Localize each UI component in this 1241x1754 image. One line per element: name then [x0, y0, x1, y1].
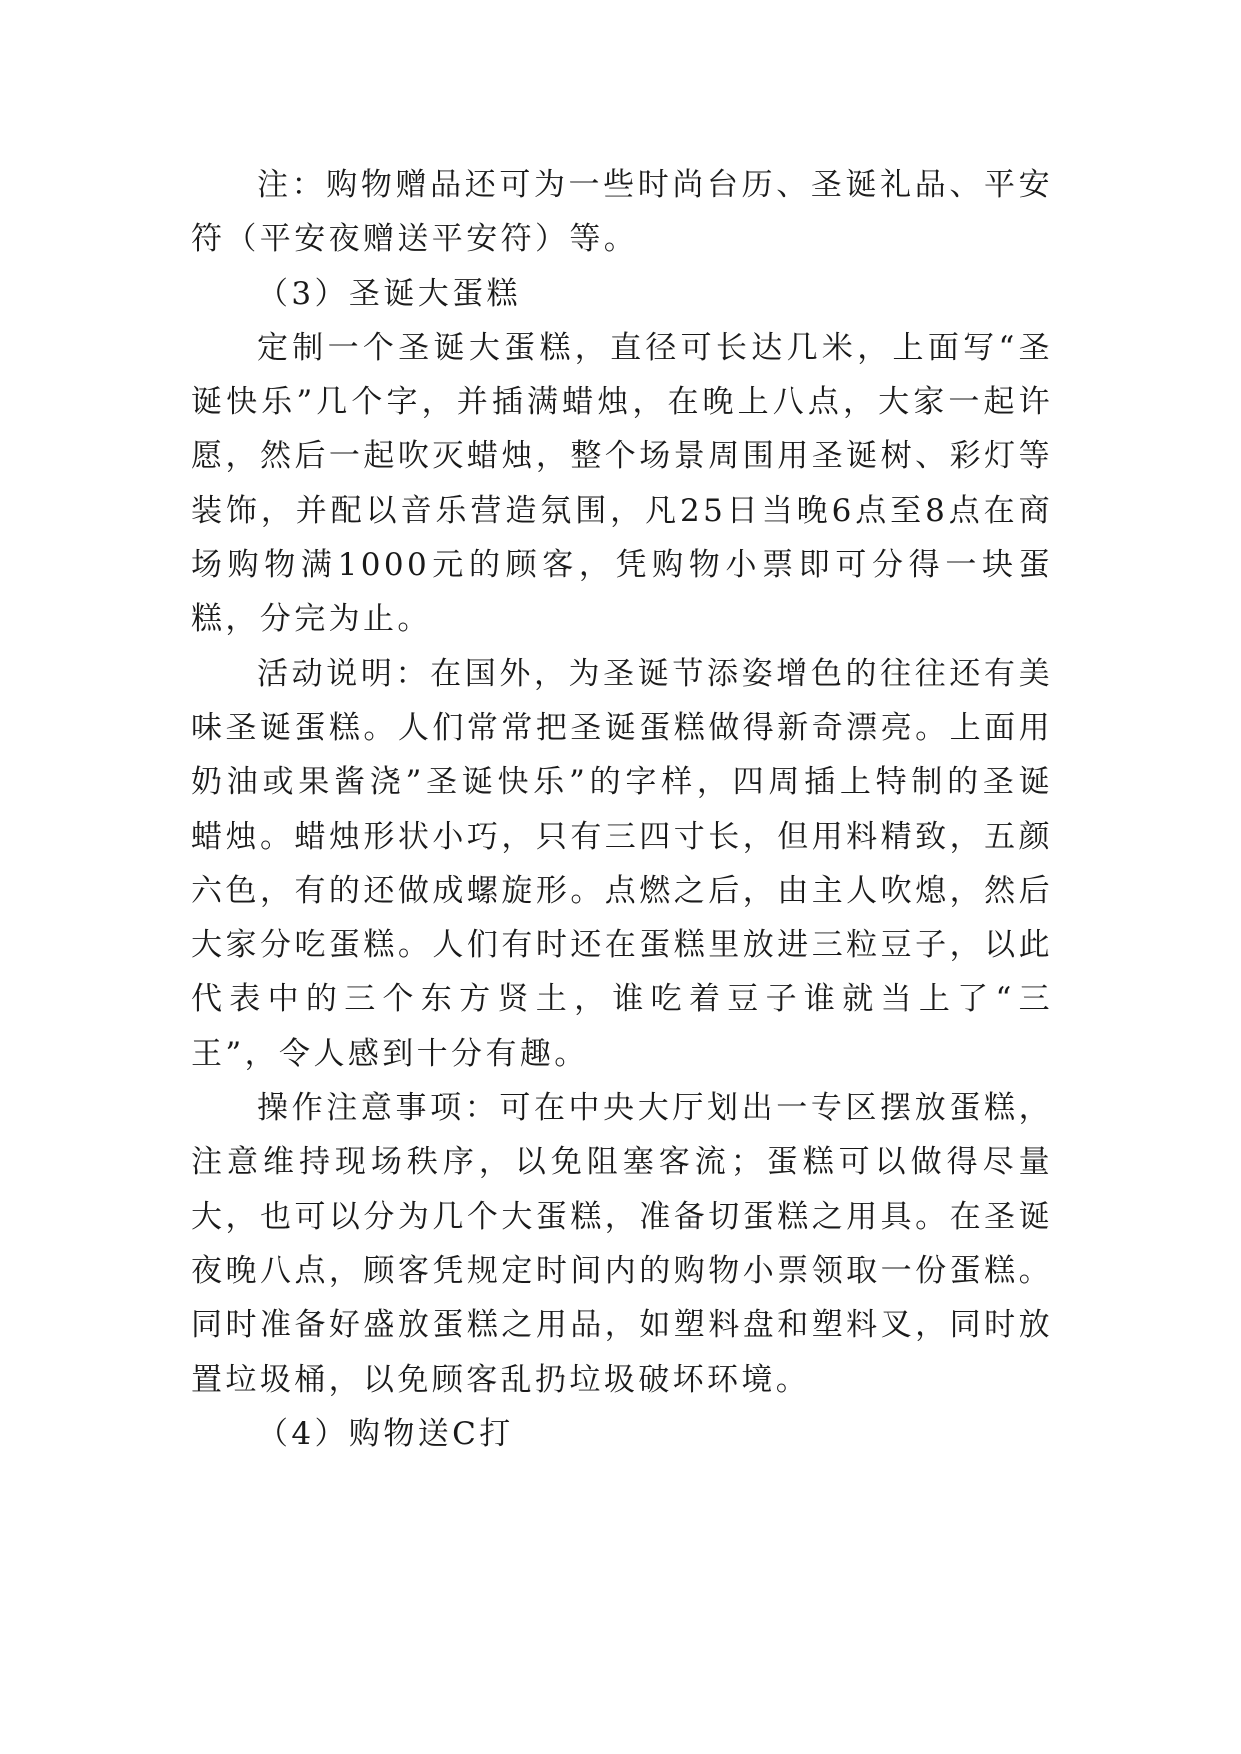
- activity-explanation-paragraph: 活动说明：在国外，为圣诞节添姿增色的往往还有美味圣诞蛋糕。人们常常把圣诞蛋糕做得新奇漂亮。上面用奶油或果酱浇”圣诞快乐”的字样，四周插上特制的圣诞蜡烛。蜡烛形状小巧，只有三四寸长，但用料精致，五颜六色，有的还做成螺旋形。点燃之后，由主人吹熄，然后大家分吃蛋糕。人们有时还在蛋糕里放进三粒豆子，以此代表中的三个东方贤土，谁吃着豆子谁就当上了“三王”，令人感到十分有趣。: [191, 655, 1053, 1072]
- document-body: [191, 158, 1053, 1461]
- note-paragraph: 注：购物赠品还可为一些时尚台历、圣诞礼品、平安符（平安夜赠送平安符）等。: [191, 167, 1053, 258]
- section-heading-cake: （3）圣诞大蛋糕: [257, 275, 521, 312]
- cake-description-paragraph: 定制一个圣诞大蛋糕，直径可长达几米，上面写“圣诞快乐”几个字，并插满蜡烛，在晚上八点，大家一起许愿，然后一起吹灭蜡烛，整个场景周围用圣诞树、彩灯等装饰，并配以音乐营造氛围，凡25日当晚6点至8点在商场购物满1000元的顾客，凭购物小票即可分得一块蛋糕，分完为止。: [191, 329, 1053, 638]
- section-heading-shopping-gift: （4）购物送C打: [257, 1415, 514, 1452]
- operation-notes-paragraph: 操作注意事项：可在中央大厅划出一专区摆放蛋糕，注意维持现场秩序，以免阻塞客流；蛋糕可以做得尽量大，也可以分为几个大蛋糕，准备切蛋糕之用具。在圣诞夜晚八点，顾客凭规定时间内的购物小票领取一份蛋糕。同时准备好盛放蛋糕之用品，如塑料盘和塑料叉，同时放置垃圾桶，以免顾客乱扔垃圾破坏环境。: [191, 1090, 1053, 1398]
